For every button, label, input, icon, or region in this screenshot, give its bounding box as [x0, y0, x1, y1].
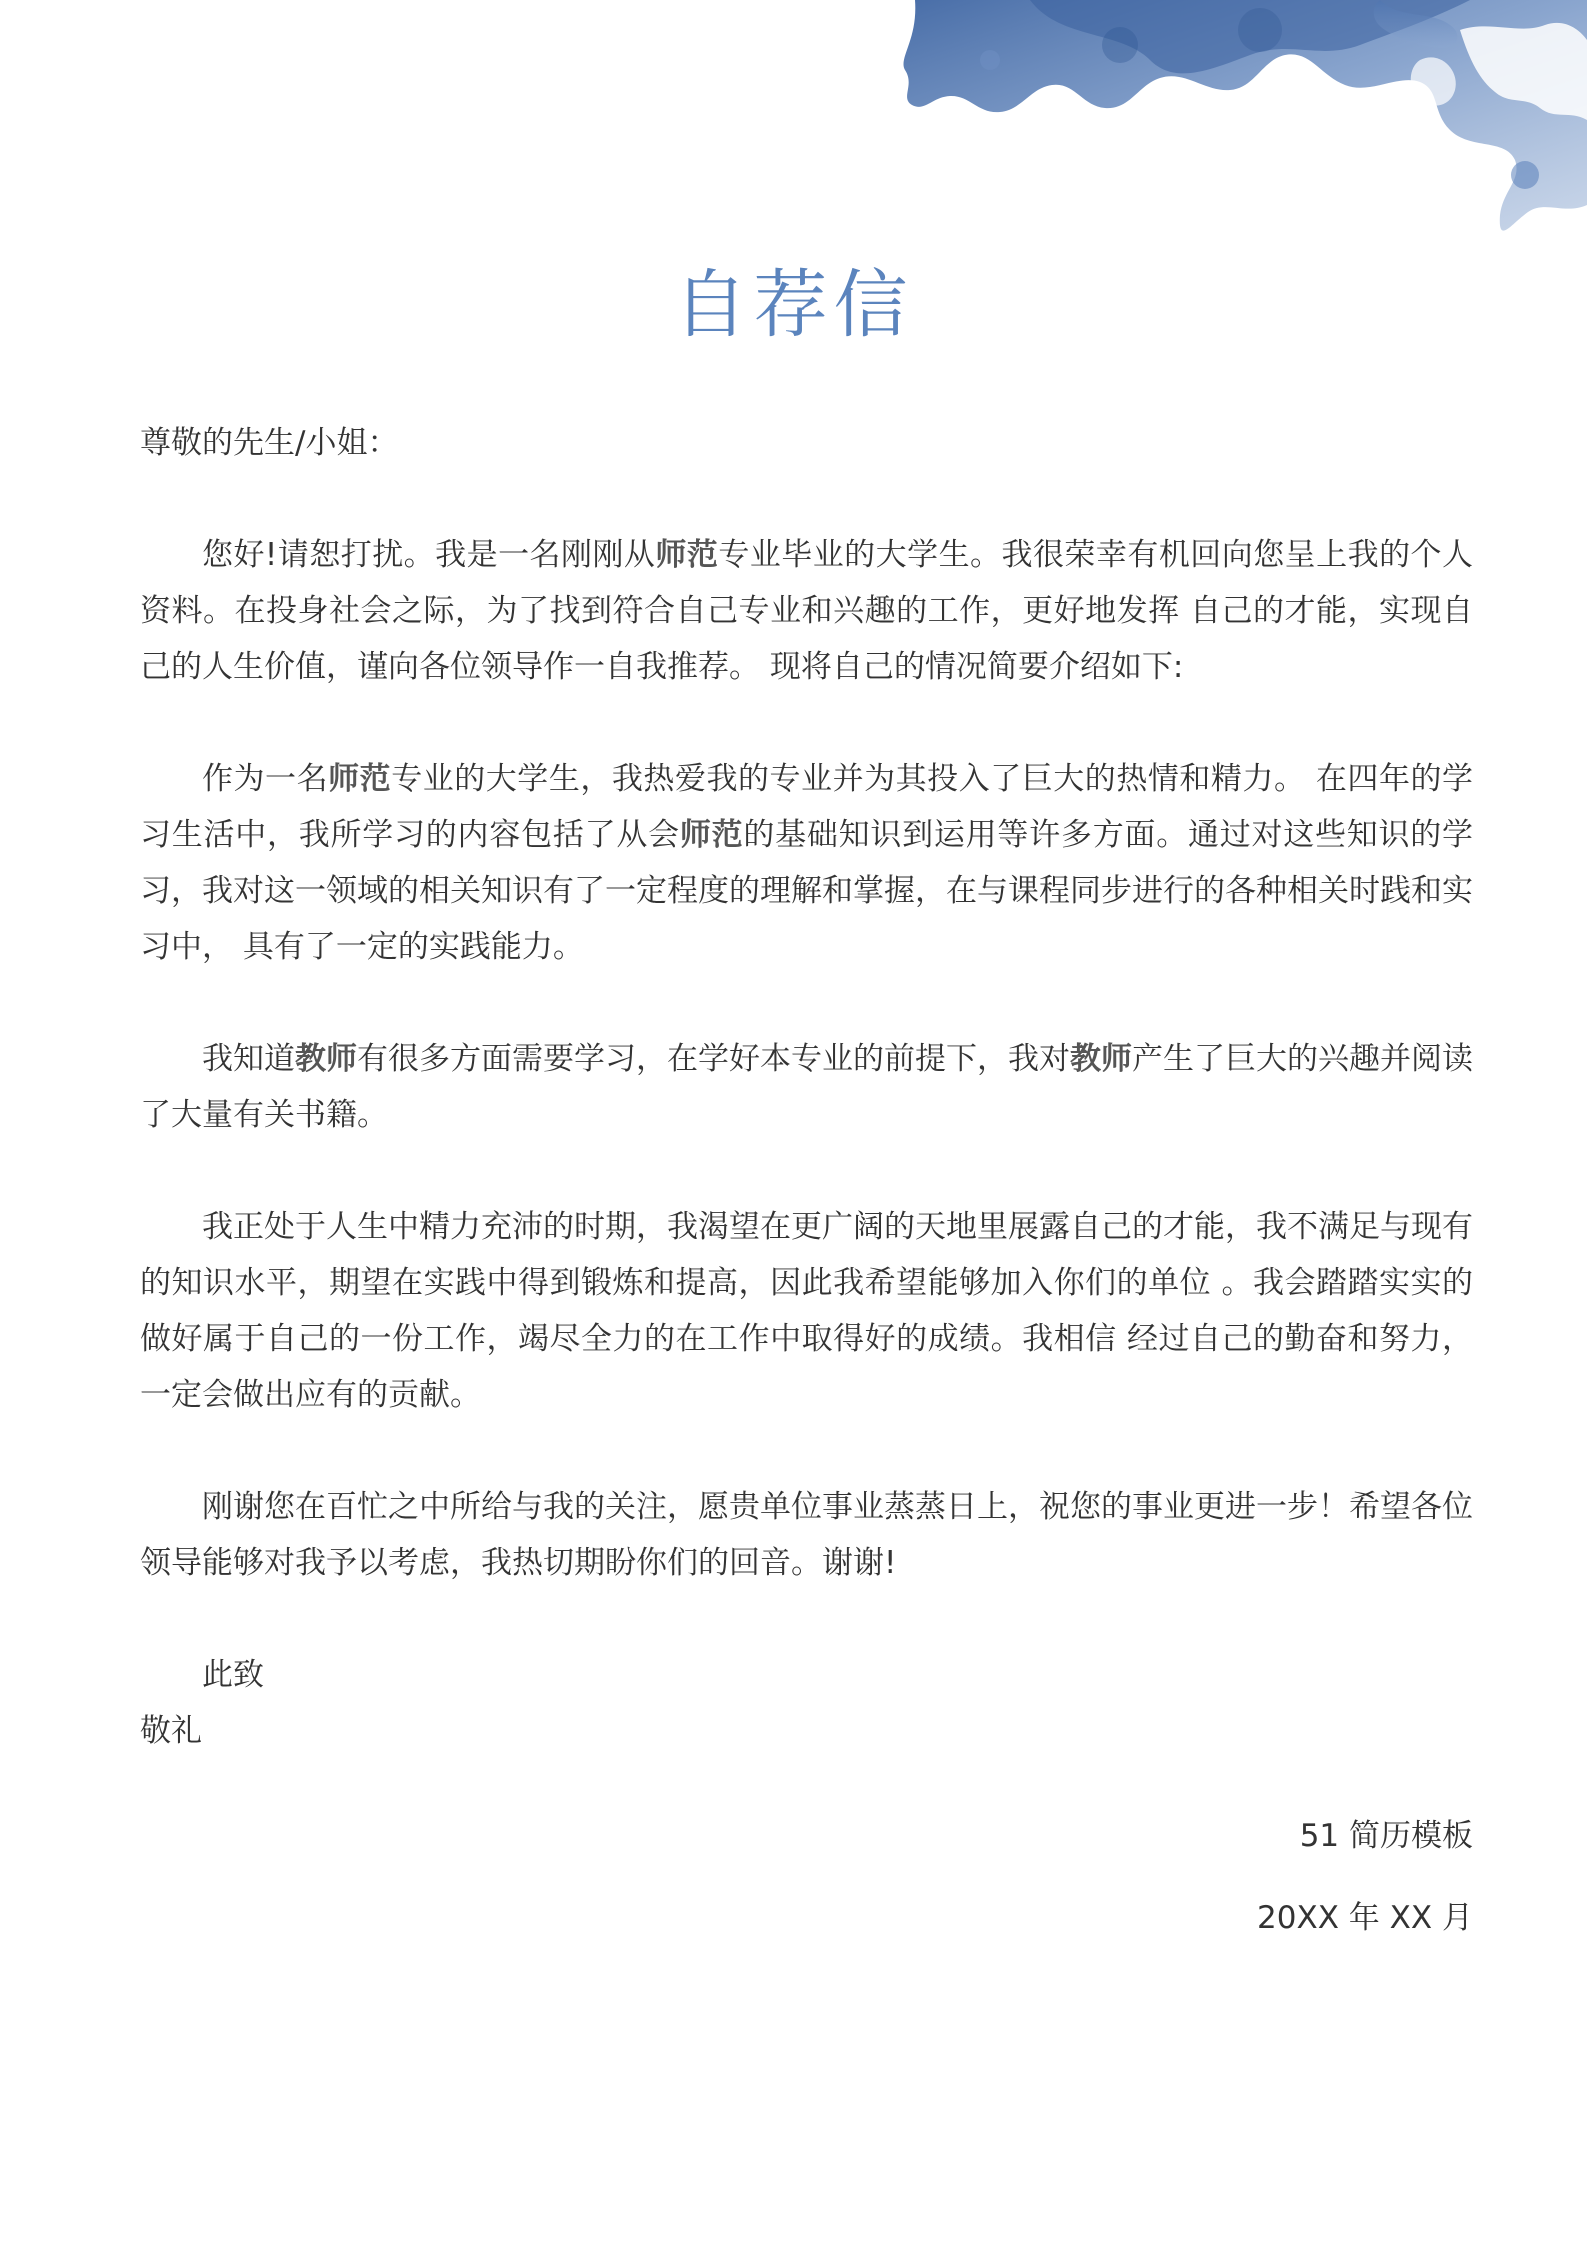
paragraph-major [140, 751, 1473, 975]
signature: 51 简历模板 [1299, 1818, 1473, 1854]
paragraph-text: 专业的大学生，我热爱我的专业并为其投入了巨大的热情和精力。 在四年的学习生活中，我所学习的内容包括了从会 [140, 761, 1474, 853]
paragraph-intro [140, 527, 1473, 695]
highlight-major: 师范 [655, 537, 719, 573]
date: 20XX 年 XX 月 [1257, 1900, 1473, 1936]
paragraph-text: 您好!请恕打扰。我是一名刚刚从 [202, 537, 656, 573]
paragraph-text: 作为一名 [202, 761, 329, 797]
highlight-major: 师范 [328, 761, 392, 797]
letter-body [140, 415, 1473, 1759]
highlight-major: 师范 [679, 817, 744, 853]
closing-line-1: 此致 [202, 1657, 264, 1693]
highlight-job: 教师 [295, 1041, 357, 1077]
page-title: 自荐信 [673, 262, 914, 348]
paragraph-aspiration: 我正处于人生中精力充沛的时期，我渴望在更广阔的天地里展露自己的才能，我不满足与现有的知识水平，期望在实践中得到锻炼和提高，因此我希望能够加入你们的单位 。我会踏踏实实的做好属于自己的一份工作，竭尽全力的在工作中取得好的成绩。我相信 经过自己的勤奋和努力，一定会做出应有的贡献。 [140, 1209, 1473, 1413]
paragraph-thanks: 刚谢您在百忙之中所给与我的关注，愿贵单位事业蒸蒸日上，祝您的事业更进一步！希望各位领导能够对我予以考虑，我热切期盼你们的回音。谢谢! [140, 1489, 1473, 1581]
paragraph-text: 我知道 [202, 1041, 295, 1077]
salutation: 尊敬的先生/小姐： [140, 425, 399, 461]
paragraph-interest [140, 1031, 1473, 1143]
closing-line-2: 敬礼 [140, 1713, 202, 1749]
paragraph-text: 有很多方面需要学习，在学好本专业的前提下，我对 [357, 1041, 1070, 1077]
paragraph-text: 的基础知识到运用等许多方面。通过对这些知识的学习，我对这一领域的相关知识有了一定程度的理解和掌握，在与课程同步进行的各种相关时践和实习中， 具有了一定的实践能力。 [140, 817, 1474, 965]
paragraph-text: 专业毕业的大学生。我很荣幸有机回向您呈上我的个人资料。在投身社会之际，为了找到符合自己专业和兴趣的工作，更好地发挥 自己的才能，实现自己的人生价值，谨向各位领导作一自我推荐。 现将自己的情况简要介绍如下: [140, 537, 1473, 685]
paragraph-text: 产生了巨大的兴趣并阅读了大量有关书籍。 [140, 1041, 1473, 1133]
highlight-job: 教师 [1070, 1041, 1132, 1077]
